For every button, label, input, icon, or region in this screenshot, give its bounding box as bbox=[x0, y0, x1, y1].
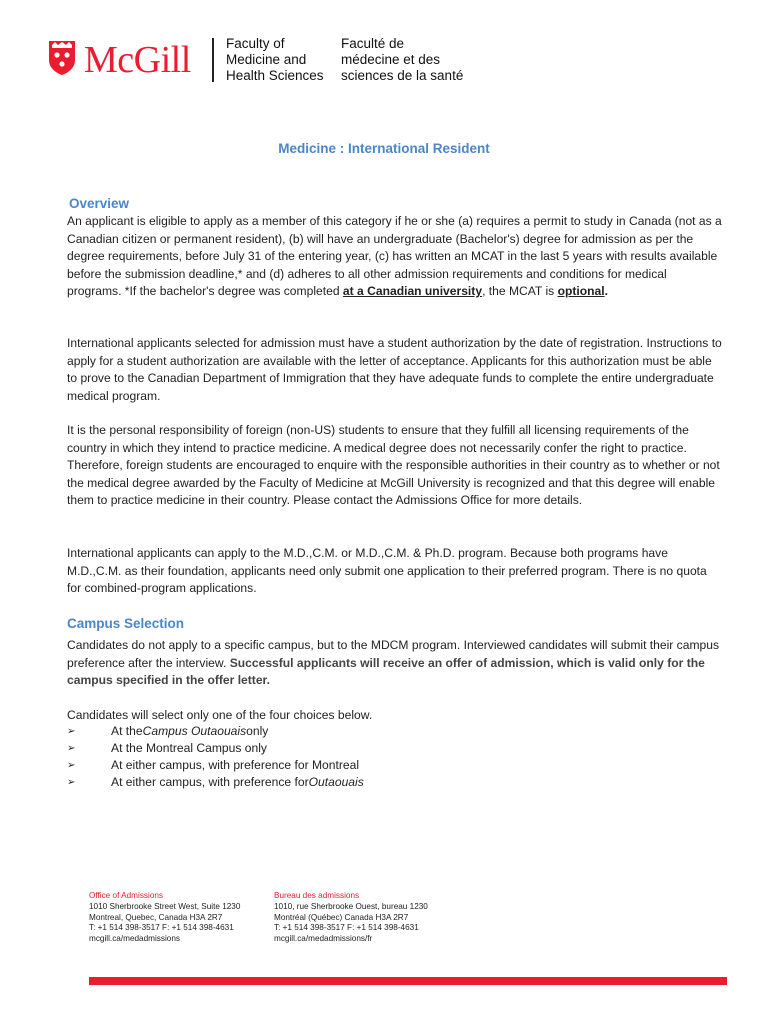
faculty-name-fr bbox=[341, 36, 463, 84]
list-item bbox=[67, 740, 364, 757]
campus-selection-heading: Campus Selection bbox=[67, 616, 185, 631]
text-run: . bbox=[604, 284, 608, 299]
footer-address-fr bbox=[274, 891, 428, 945]
faculty-fr-line: médecine et des bbox=[341, 52, 441, 67]
overview-paragraph-2 bbox=[67, 335, 722, 405]
faculty-fr-line: sciences de la santé bbox=[341, 68, 464, 83]
footer-line: Montreal, Quebec, Canada H3A 2R7 bbox=[89, 912, 223, 922]
overview-paragraph-1 bbox=[67, 213, 722, 301]
footer-line: Montréal (Québec) Canada H3A 2R7 bbox=[274, 912, 409, 922]
choice-italic: Outaouais bbox=[308, 775, 364, 789]
arrow-bullet-icon: ➢ bbox=[67, 777, 76, 788]
faculty-name-en bbox=[226, 36, 324, 84]
footer-line: 1010 Sherbrooke Street West, Suite 1230 bbox=[89, 901, 241, 911]
overview-heading: Overview bbox=[69, 196, 130, 211]
paragraph-text: International applicants selected for admission must have a student authorization by the date of registration. Instructions to apply for a student authorization are available with the letter of acceptance. Applicants for this authorization must be able to prove to the Canadian Department of Immigration that they have adequate funds to complete the entire undergraduate medical program. bbox=[67, 336, 722, 403]
campus-paragraph-2 bbox=[67, 707, 722, 725]
footer-line: T: +1 514 398-3517 F: +1 514 398-4631 bbox=[89, 923, 234, 933]
emphasis-text: optional bbox=[557, 284, 605, 299]
choice-italic: Campus Outaouais bbox=[142, 724, 247, 738]
faculty-en-line: Medicine and bbox=[226, 52, 307, 67]
footer-office-title: Bureau des admissions bbox=[274, 891, 360, 900]
choice-text: At the bbox=[111, 724, 143, 738]
emphasis-text: Successful applicants will receive an offer of admission, which is valid only for the campus specified in the offer letter. bbox=[67, 655, 705, 688]
choice-text: At the Montreal Campus only bbox=[111, 741, 267, 755]
list-item bbox=[67, 774, 364, 791]
footer-office-title: Office of Admissions bbox=[89, 891, 164, 900]
list-item bbox=[67, 723, 364, 740]
paragraph-text: Candidates will select only one of the four choices below. bbox=[67, 708, 373, 722]
footer-red-bar bbox=[89, 977, 727, 985]
arrow-bullet-icon: ➢ bbox=[67, 726, 76, 737]
paragraph-text: International applicants can apply to the M.D.,C.M. or M.D.,C.M. & Ph.D. program. Because both programs have M.D.,C.M. as their foundation, applicants need only submit one application to their preferred program. There is no quota for combined-program applications. bbox=[67, 546, 707, 596]
header-divider bbox=[212, 38, 214, 82]
overview-paragraph-3 bbox=[67, 422, 722, 510]
campus-paragraph-1 bbox=[67, 637, 722, 690]
mcgill-wordmark: McGill bbox=[84, 39, 191, 81]
paragraph-text: It is the personal responsibility of foreign (non-US) students to ensure that they fulfill all licensing requirements of the country in which they intend to practice medicine. A medical degree does not necessarily confer the right to practice. Therefore, foreign students are encouraged to enquire with the responsible authorities in their country as to whether or not the medical degree awarded by the Faculty of Medicine at McGill University is recognized and that this degree will enable them to practice medicine in their country. Please contact the Admissions Office for more details. bbox=[67, 423, 720, 508]
faculty-en-line: Health Sciences bbox=[226, 68, 324, 83]
faculty-en-line: Faculty of bbox=[226, 36, 285, 51]
footer-line: 1010, rue Sherbrooke Ouest, bureau 1230 bbox=[274, 901, 428, 911]
choice-text: At either campus, with preference for Montreal bbox=[111, 758, 360, 772]
choice-text: only bbox=[246, 724, 269, 738]
arrow-bullet-icon: ➢ bbox=[67, 760, 76, 771]
footer-link[interactable]: mcgill.ca/medadmissions/fr bbox=[274, 934, 373, 944]
text-run: , the MCAT is bbox=[482, 284, 558, 299]
footer-link[interactable]: mcgill.ca/medadmissions bbox=[89, 934, 181, 944]
choice-text: At either campus, with preference for bbox=[111, 775, 309, 789]
text-run: Candidates do not apply to a specific campus, but to the MDCM program. Interviewed candidates will submit their campus preference after the interview. bbox=[67, 638, 720, 670]
list-item bbox=[67, 757, 364, 774]
page-title: Medicine : International Resident bbox=[278, 141, 490, 156]
text-run: An applicant is eligible to apply as a member of this category if he or she (a) requires a permit to study in Canada (not as a Canadian citizen or permanent resident), (b) will have an undergraduate (Bachelor's) degree for admission as per the degree requirements, before July 31 of the entering year, (c) has written an MCAT in the last 5 years with results available before the submission deadline,* and (d) adheres to all other admission requirements and conditions for medical programs. *If the bachelor's degree was completed bbox=[67, 214, 722, 299]
campus-choices-list bbox=[67, 723, 364, 791]
footer-line: T: +1 514 398-3517 F: +1 514 398-4631 bbox=[274, 923, 419, 933]
faculty-fr-line: Faculté de bbox=[341, 36, 405, 51]
footer-address-en bbox=[89, 891, 240, 945]
emphasis-text: at a Canadian university bbox=[342, 284, 483, 299]
arrow-bullet-icon: ➢ bbox=[67, 743, 76, 754]
overview-paragraph-4 bbox=[67, 545, 722, 598]
mcgill-crest-icon bbox=[48, 40, 76, 76]
